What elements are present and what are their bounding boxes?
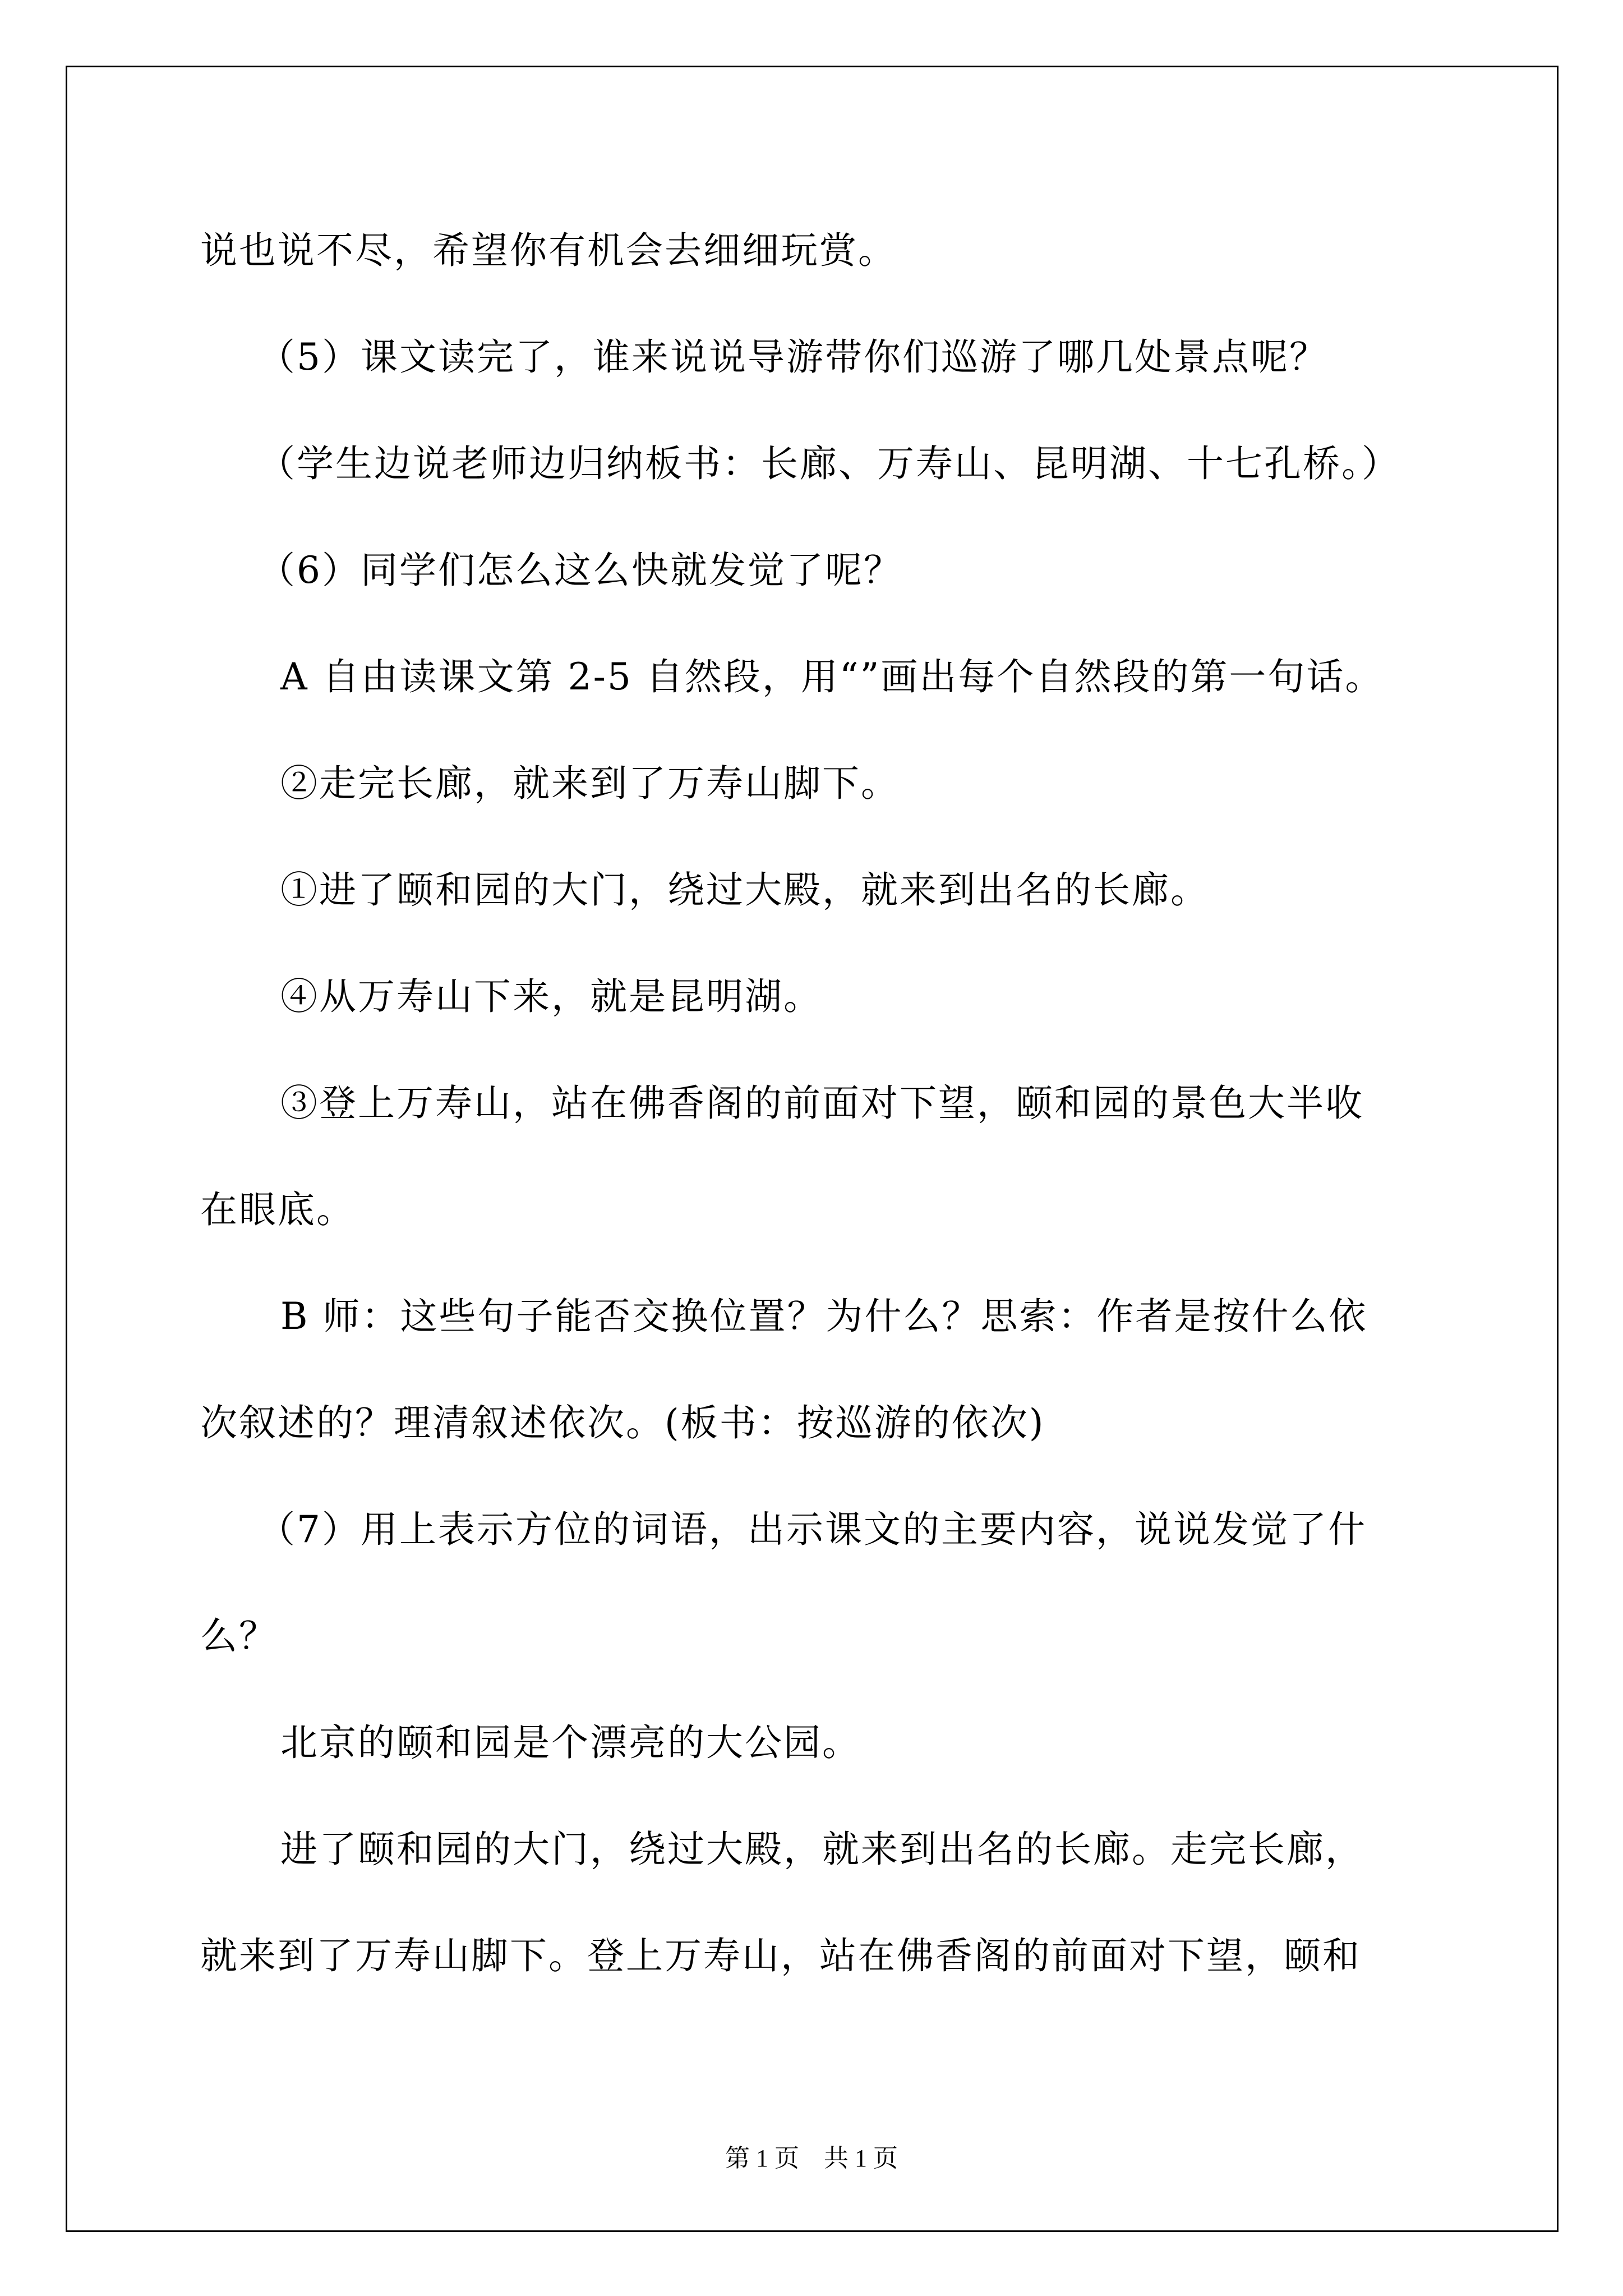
- text-line-4: （6）同学们怎么这么快就发觉了呢？: [258, 549, 902, 592]
- text-line-7: ①进了颐和园的大门，绕过大殿，就来到出名的长廊。: [280, 868, 1209, 912]
- text-line-8: ④从万寿山下来，就是昆明湖。: [280, 975, 822, 1018]
- text-line-16: 进了颐和园的大门，绕过大殿，就来到出名的长廊。走完长廊，: [280, 1828, 1364, 1871]
- text-line-15: 北京的颐和园是个漂亮的大公园。: [280, 1721, 861, 1764]
- text-line-3: （学生边说老师边归纳板书：长廊、万寿山、昆明湖、十七孔桥。）: [258, 442, 1400, 485]
- text-line-9: ③登上万寿山，站在佛香阁的前面对下望，颐和园的景色大半收: [280, 1082, 1364, 1125]
- text-line-14: 么？: [200, 1614, 278, 1658]
- text-line-5: A 自由读课文第 2-5 自然段，用“”画出每个自然段的第一句话。: [280, 655, 1384, 698]
- text-line-11: B 师：这些句子能否交换位置？为什么？思索：作者是按什么依: [280, 1295, 1368, 1338]
- text-line-2: （5）课文读完了，谁来说说导游带你们巡游了哪几处景点呢？: [258, 335, 1328, 379]
- text-line-6: ②走完长廊，就来到了万寿山脚下。: [280, 762, 900, 805]
- text-line-13: （7）用上表示方位的词语，出示课文的主要内容，说说发觉了什: [258, 1508, 1367, 1551]
- text-line-17: 就来到了万寿山脚下。登上万寿山，站在佛香阁的前面对下望，颐和: [200, 1934, 1361, 1977]
- text-line-12: 次叙述的？理清叙述依次。(板书：按巡游的依次): [200, 1401, 1045, 1444]
- page-number-footer: 第 1 页 共 1 页: [725, 2145, 898, 2172]
- text-line-10: 在眼底。: [200, 1188, 355, 1231]
- text-line-1: 说也说不尽，希望你有机会去细细玩赏。: [200, 229, 897, 272]
- page-border: [66, 66, 1559, 2232]
